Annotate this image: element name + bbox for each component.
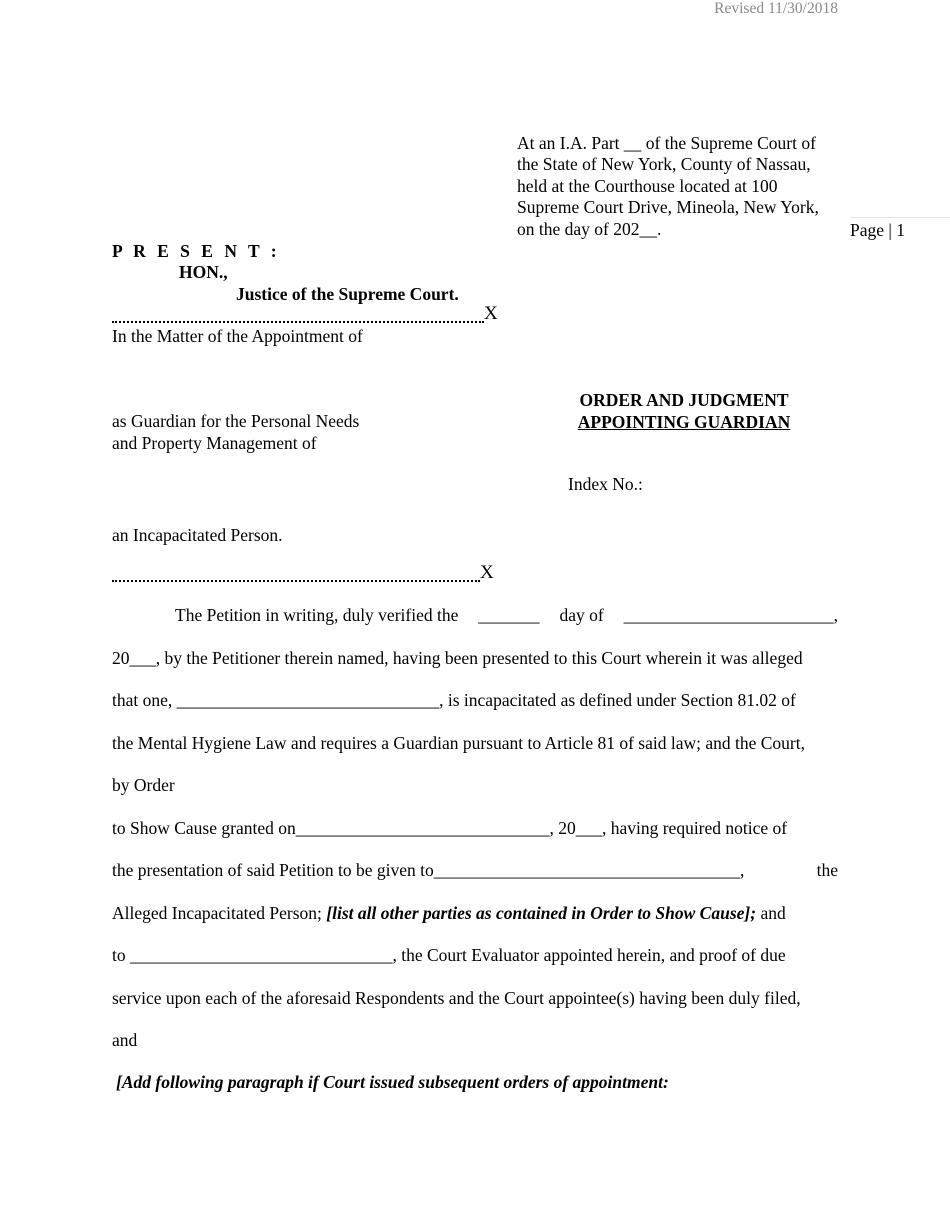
body-line-6: to Show Cause granted on_____________________________, 20___, having required notice of — [112, 818, 788, 838]
incapacitated-person-text: an Incapacitated Person. — [112, 525, 283, 545]
add-paragraph-instruction: [Add following paragraph if Court issued subsequent orders of appointment: — [116, 1072, 669, 1092]
title-line-1: ORDER AND JUDGMENT — [579, 390, 789, 410]
document-title — [560, 390, 808, 433]
guardian-line-1: as Guardian for the Personal Needs — [112, 411, 360, 431]
body-line-4: the Mental Hygiene Law and requires a Guardian pursuant to Article 81 of said law; and the Court, — [112, 733, 805, 753]
body-line-11: and — [112, 1030, 138, 1050]
justice-label: Justice of the Supreme Court. — [236, 284, 459, 304]
revised-date: Revised 11/30/2018 — [714, 0, 838, 17]
court-line: Supreme Court Drive, Mineola, New York, — [517, 197, 819, 218]
index-number-label: Index No.: — [568, 474, 643, 494]
present-label: P R E S E N T : — [112, 241, 281, 261]
hon-label: HON., — [179, 262, 228, 282]
guardian-line-2: and Property Management of — [112, 433, 317, 453]
page-number: Page | 1 — [850, 220, 906, 240]
court-location-block — [517, 133, 838, 240]
body-line-3: that one, ______________________________, is incapacitated as defined under Section 81.02 of — [112, 690, 796, 710]
caption-top-x: X — [484, 303, 498, 324]
title-line-2: APPOINTING GUARDIAN — [577, 411, 791, 432]
court-line: on the day of 202__. — [517, 218, 662, 239]
body-line-10: service upon each of the aforesaid Respondents and the Court appointee(s) having been duly filed, — [112, 988, 801, 1008]
court-line: At an I.A. Part __ of the Supreme Court of — [517, 133, 816, 153]
body-line-1: The Petition in writing, duly verified the _______ day of ________________________, — [175, 605, 838, 625]
body-line-9: to ______________________________, the Court Evaluator appointed herein, and proof of due — [112, 945, 786, 965]
caption-top-rule — [112, 321, 484, 323]
court-line: held at the Courthouse located at 100 — [517, 175, 778, 196]
matter-of-text: In the Matter of the Appointment of — [112, 326, 363, 346]
court-line: the State of New York, County of Nassau, — [517, 154, 811, 175]
caption-bottom-x: X — [480, 562, 494, 583]
page-header-rule — [850, 217, 950, 218]
body-line-8: Alleged Incapacitated Person; [list all other parties as contained in Order to Show Cause]; and — [112, 903, 786, 923]
body-line-7: the presentation of said Petition to be given to___________________________________, the — [112, 860, 838, 880]
caption-bottom-rule — [112, 580, 480, 582]
parties-instruction: [list all other parties as contained in Order to Show Cause]; — [326, 903, 757, 923]
body-line-5: by Order — [112, 775, 175, 795]
body-line-2: 20___, by the Petitioner therein named, having been presented to this Court wherein it was alleged — [112, 648, 803, 668]
